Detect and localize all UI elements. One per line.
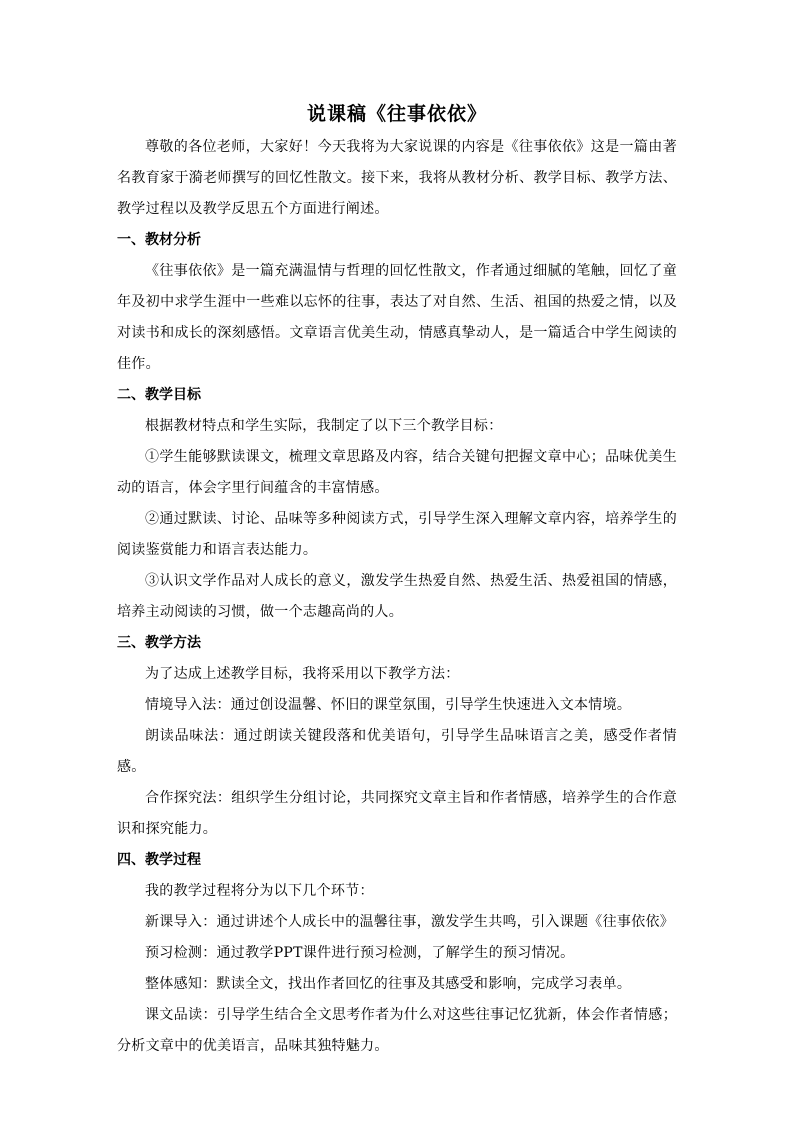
- teaching-process-intro: 我的教学过程将分为以下几个环节：: [145, 883, 374, 899]
- document-page: [117, 100, 677, 1062]
- teaching-goal-3: ③认识文学作品对人成长的意义，激发学生热爱自然、热爱生活、热爱祖国的情感，培养主动阅读的习惯，做一个志趣高尚的人。: [117, 573, 677, 620]
- teaching-method-situation: 情境导入法：通过创设温馨、怀旧的课堂氛围，引导学生快速进入文本情境。: [145, 697, 632, 713]
- intro-paragraph: 尊敬的各位老师，大家好！今天我将为大家说课的内容是《往事依依》这是一篇由著名教育家于漪老师撰写的回忆性散文。接下来，我将从教材分析、教学目标、教学方法、教学过程以及教学反思五个方面进行阐述。: [117, 139, 677, 217]
- textbook-analysis-paragraph: 《往事依依》是一篇充满温情与哲理的回忆性散文，作者通过细腻的笔触，回忆了童年及初中求学生涯中一些难以忘怀的往事，表达了对自然、生活、祖国的热爱之情，以及对读书和成长的深刻感悟。文章语言优美生动，情感真挚动人，是一篇适合中学生阅读的佳作。: [117, 263, 677, 372]
- teaching-goal-1: ①学生能够默读课文，梳理文章思路及内容，结合关键句把握文章中心；品味优美生动的语言，体会字里行间蕴含的丰富情感。: [117, 449, 677, 496]
- process-step-text-reading: 课文品读：引导学生结合全文思考作者为什么对这些往事记忆犹新，体会作者情感；分析文章中的优美语言，品味其独特魅力。: [117, 1007, 677, 1054]
- teaching-goal-2: ②通过默读、讨论、品味等多种阅读方式，引导学生深入理解文章内容，培养学生的阅读鉴赏能力和语言表达能力。: [117, 511, 677, 558]
- section-heading-textbook-analysis: 一、教材分析: [117, 232, 201, 248]
- section-heading-teaching-methods: 三、教学方法: [117, 635, 201, 651]
- teaching-method-cooperation: 合作探究法：组织学生分组讨论，共同探究文章主旨和作者情感，培养学生的合作意识和探究能力。: [117, 790, 677, 837]
- teaching-methods-intro: 为了达成上述教学目标，我将采用以下教学方法：: [145, 666, 460, 682]
- section-heading-teaching-process: 四、教学过程: [117, 852, 201, 868]
- teaching-goals-intro: 根据教材特点和学生实际，我制定了以下三个教学目标：: [145, 418, 503, 434]
- section-heading-teaching-goals: 二、教学目标: [117, 387, 201, 403]
- process-step-preview-check: 预习检测：通过教学PPT课件进行预习检测，了解学生的预习情况。: [145, 945, 575, 961]
- document-title: 说课稿《往事依依》: [306, 103, 487, 125]
- teaching-method-reading: 朗读品味法：通过朗读关键段落和优美语句，引导学生品味语言之美，感受作者情感。: [117, 728, 677, 775]
- process-step-introduction: 新课导入：通过讲述个人成长中的温馨往事，激发学生共鸣，引入课题《往事依依》: [145, 914, 675, 930]
- process-step-overall-perception: 整体感知：默读全文，找出作者回忆的往事及其感受和影响，完成学习表单。: [145, 976, 632, 992]
